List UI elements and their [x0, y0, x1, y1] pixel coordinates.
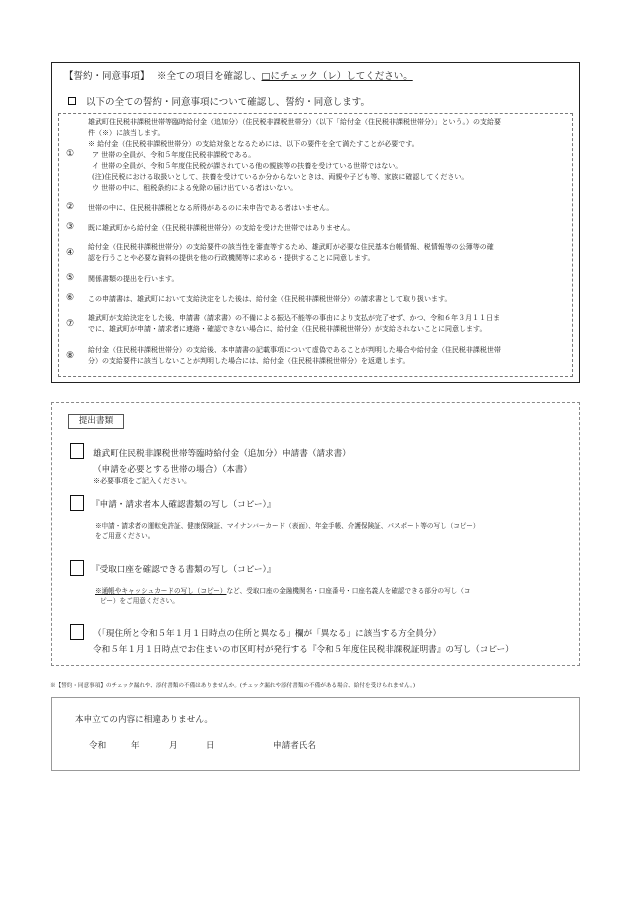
declaration-text: 本申立ての内容に相違ありません。 — [75, 715, 214, 725]
date-year-label: 年 — [131, 741, 140, 751]
pledge-item-text: 給付金（住民税非課税世帯分）の支給要件の該当性を審査等するため、雄武町が必要な住民基本台帳情報、税情報等の公簿等の確 — [88, 243, 494, 251]
document-note: ※申請・請求者の運転免許証、健康保険証、マイナンバーカード（表面）、年金手帳、介護保険証、パスポート等の写し（コピー） — [95, 522, 480, 530]
date-era-label: 令和 — [89, 741, 107, 751]
document-title: 『受取口座を確認できる書類の写し（コピー）』 — [91, 565, 276, 575]
pledge-item-text: 件（※）に該当します。 — [88, 129, 165, 137]
pledge-item-text: 既に雄武町から給付金（住民税非課税世帯分）の支給を受けた世帯ではありません。 — [88, 224, 355, 232]
consent-checkbox[interactable] — [68, 97, 76, 105]
document-note: をご用意ください。 — [95, 532, 155, 540]
date-day-label: 日 — [206, 741, 215, 751]
pledge-item-text: 給付金（住民税非課税世帯分）の支給後、本申請書の記載事項について虚偽であることが判明した場合や給付金（住民税非課税世帯 — [88, 346, 501, 354]
pledge-item-number: ① — [66, 149, 75, 159]
document-note: ※必要事項をご記入ください。 — [93, 477, 191, 485]
pledge-item-number: ⑤ — [66, 273, 75, 283]
document-title: 『申請・請求者本人確認書類の写し（コピー）』 — [91, 500, 276, 510]
pledge-heading: 【誓約・同意事項】 — [64, 71, 150, 82]
pledge-item-number: ③ — [66, 222, 75, 232]
applicant-name-label: 申請者氏名 — [273, 741, 316, 751]
pledge-item-text: ウ 世帯の中に、租税条約による免除の届け出ている者はいない。 — [92, 184, 298, 192]
pledge-item-number: ⑥ — [66, 293, 75, 303]
document-checkbox-id[interactable] — [70, 495, 84, 511]
pledge-item-text: 分）の支給要件に該当しないことが判明した場合には、給付金（住民税非課税世帯分）を返還します。 — [88, 357, 410, 365]
pledge-item-number: ⑧ — [66, 351, 75, 361]
pledge-item-text: 世帯の中に、住民税非課税となる所得があるのに未申告である者はいません。 — [88, 204, 334, 212]
consent-text: 以下の全ての誓約・同意事項について確認し、誓約・同意します。 — [86, 97, 371, 108]
footnote: ※【誓約・同意事項】のチェック漏れや、添付書類の不備はありませんか。(チェック漏れや添付書類の不備がある場合、給付を受けられません。) — [50, 683, 416, 689]
document-title: （「現住所と令和５年１月１日時点の住所と異なる」欄が「異なる」に該当する方全員分） — [93, 629, 442, 639]
document-title: 雄武町住民税非課税世帯等臨時給付金（追加分）申請書（請求書） — [93, 449, 351, 459]
pledge-item-text: でに、雄武町が申請・請求者に連絡・確認できない場合に、給付金（住民税非課税世帯分）が支給されないことに同意します。 — [88, 325, 487, 333]
document-checkbox-certificate[interactable] — [70, 624, 84, 640]
declaration-section — [51, 697, 580, 771]
pledge-item-text: ア 世帯の全員が、令和５年度住民税非課税である。 — [92, 151, 256, 159]
document-checkbox-application[interactable] — [70, 443, 84, 459]
pledge-item-text: 認を行うことや必要な資料の提供を他の行政機関等に求める・提供することに同意します。 — [88, 254, 375, 262]
pledge-item-text: 関係書類の提出を行います。 — [88, 275, 179, 283]
pledge-item-number: ② — [66, 202, 75, 212]
pledge-item-text: イ 世帯の全員が、令和５年度住民税が課されている他の親族等の扶養を受けている世帯ではない。 — [92, 162, 403, 170]
pledge-item-text: 雄武町が支給決定をした後、申請書（請求書）の不備による振込不能等の事由により支払が完了せず、かつ、令和６年３月１１日ま — [88, 314, 501, 322]
document-subtitle: 令和５年１月１日時点でお住まいの市区町村が発行する『令和５年度住民税非課税証明書』の写し（コピー） — [93, 645, 514, 655]
pledge-item-text: 雄武町住民税非課税世帯等臨時給付金（追加分）（住民税非課税世帯分）（以下「給付金（住民税非課税世帯分）」という。）の支給要 — [88, 118, 501, 126]
pledge-item-text: (注)住民税における取扱いとして、扶養を受けているか分からないときは、両親や子ども等、家族に確認してください。 — [92, 173, 469, 181]
documents-tag: 提出書類 — [68, 414, 124, 429]
pledge-item-number: ④ — [66, 248, 75, 258]
pledge-item-text: この申請書は、雄武町において支給決定をした後は、給付金（住民税非課税世帯分）の請求書として取り扱います。 — [88, 295, 452, 303]
document-checkbox-bank[interactable] — [70, 560, 84, 576]
document-subtitle: （申請を必要とする世帯の場合）（本書） — [93, 465, 252, 475]
date-month-label: 月 — [169, 741, 178, 751]
document-note: ※通帳やキャッシュカードの写し（コピー）など、受取口座の金融機関名・口座番号・口座名義人を確認できる部分の写し（コ — [95, 587, 471, 595]
pledge-instruction: ※全ての項目を確認し、□にチェック（レ）してください。 — [157, 71, 413, 82]
pledge-item-text: ※ 給付金（住民税非課税世帯分）の支給対象となるためには、以下の要件を全て満たすことが必要です。 — [88, 140, 419, 148]
pledge-item-number: ⑦ — [66, 319, 75, 329]
document-note: ピー）をご用意ください。 — [100, 597, 179, 605]
